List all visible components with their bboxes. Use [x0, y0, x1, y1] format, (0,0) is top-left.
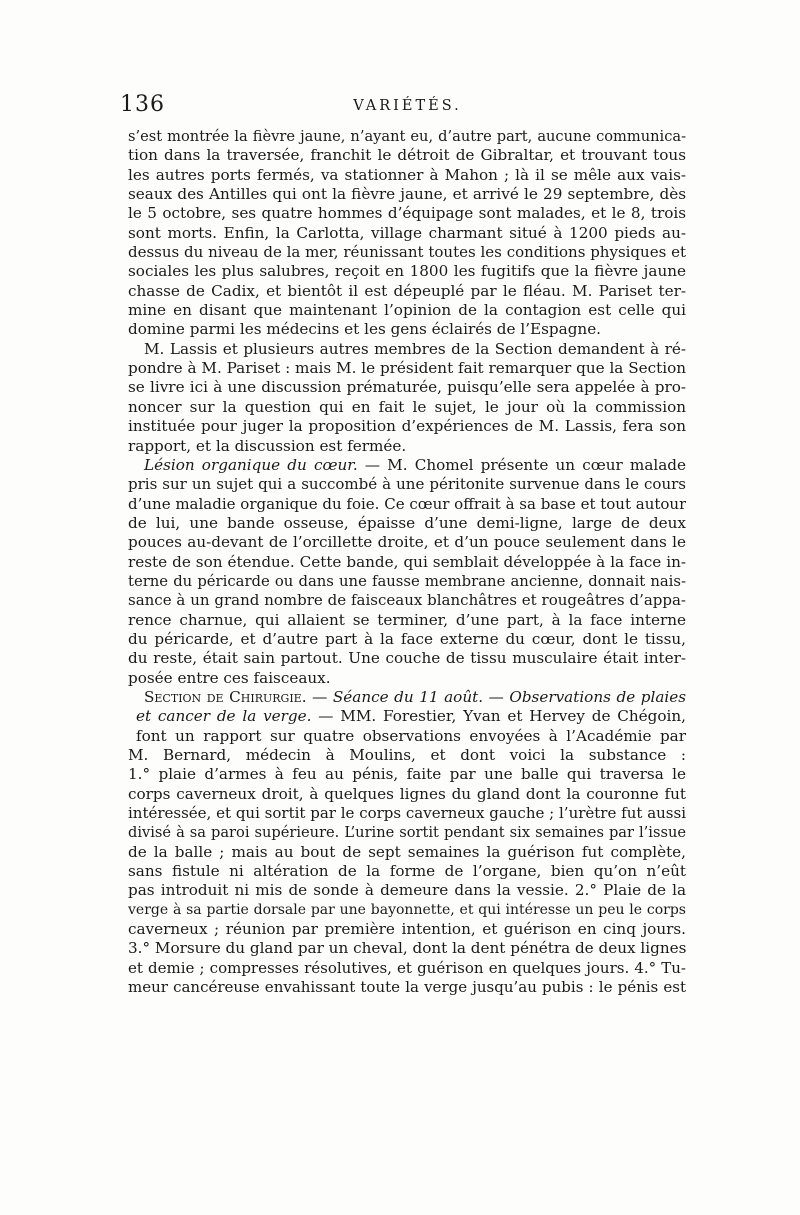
text-line: chasse de Cadix, et bientôt il est dépeuplé par le fléau. M. Pariset ter- [128, 281, 686, 300]
article-lead-text: — M. Chomel présente un cœur malade [357, 455, 686, 474]
text-line: rence charnue, qui allaient se terminer, d’une part, à la face interne [128, 610, 686, 629]
text-line: mine en disant que maintenant l’opinion de la contagion est celle qui [128, 301, 686, 320]
paragraph-lassis-reply [128, 340, 686, 456]
text-line: sont morts. Enfin, la Carlotta, village charmant situé à 1200 pieds au- [128, 223, 686, 242]
text-line: rapport, et la discussion est fermée. [128, 436, 407, 455]
dash-separator: — [306, 687, 333, 706]
text-line: domine parmi les médecins et les gens éclairés de l’Espagne. [128, 320, 602, 339]
text-line: font un rapport sur quatre observations envoyées à l’Académie par [136, 726, 686, 745]
article-title-cont: et cancer de la verge. [136, 707, 312, 726]
text-line: dessus du niveau de la mer, réunissant toutes les conditions physiques et [128, 243, 686, 262]
text-line: M. Bernard, médecin à Moulins, et dont voici la substance : [128, 746, 686, 764]
text-line: du péricarde, et d’autre part à la face externe du cœur, dont le tissu, [128, 629, 686, 648]
text-line: pris sur un sujet qui a succombé à une péritonite survenue dans le cours [128, 475, 686, 494]
dash-separator: — [483, 687, 510, 706]
text-line: pondre à M. Pariset : mais M. le président fait remarquer que la Section [128, 359, 686, 378]
text-line: tion dans la traversée, franchit le détroit de Gibraltar, et trouvant tous [128, 146, 686, 165]
paragraph-pariset-conclusion [128, 127, 686, 340]
text-line: verge à sa partie dorsale par une bayonnette, et qui intéresse un peu le corps [128, 901, 686, 918]
text-line [128, 688, 686, 707]
text-line: du reste, était sain partout. Une couche de tissu musculaire était inter- [128, 649, 686, 668]
page-header [120, 92, 695, 122]
article-lead-title: Lésion organique du cœur. [144, 455, 358, 474]
text-line: intéressée, et qui sortit par le corps caverneux gauche ; l’urètre fut aussi [128, 804, 686, 823]
text-line: reste de son étendue. Cette bande, qui semblait développée à la face in- [128, 552, 686, 571]
text-line: le 5 octobre, ses quatre hommes d’équipage sont malades, et le 8, trois [128, 204, 686, 223]
text-line: de la balle ; mais au bout de sept semaines la guérison fut complète, [128, 842, 686, 861]
section-heading: Section de Chirurgie. [144, 687, 307, 706]
running-head: VARIÉTÉS. [353, 98, 462, 114]
text-line: noncer sur la question qui en fait le sujet, le jour où la commission [128, 397, 686, 416]
body-text [128, 127, 686, 997]
text-line: terne du péricarde ou dans une fausse membrane ancienne, donnait nais- [128, 572, 686, 590]
text-line: M. Lassis et plusieurs autres membres de la Section demandent à ré- [144, 339, 686, 358]
text-line: corps caverneux droit, à quelques lignes du gland dont la couronne fut [128, 784, 686, 803]
text-line: posée entre ces faisceaux. [128, 668, 331, 687]
article-title: Observations de plaies [509, 687, 686, 706]
text-line: sance à un grand nombre de faisceaux blanchâtres et rougeâtres d’appa- [128, 591, 686, 610]
text-line: sociales les plus salubres, reçoit en 1800 les fugitifs que la fièvre jaune [128, 262, 686, 281]
text-line: de lui, une bande osseuse, épaisse d’une demi-ligne, large de deux [128, 513, 686, 532]
text-line: s’est montrée la fièvre jaune, n’ayant eu, d’autre part, aucune communica- [128, 128, 686, 145]
text-line: 3.° Morsure du gland par un cheval, dont la dent pénétra de deux lignes [128, 939, 686, 958]
text-line: se livre ici à une discussion prématurée, puisqu’elle sera appelée à pro- [128, 378, 686, 397]
text-line: caverneux ; réunion par première intention, et guérison en cinq jours. [128, 920, 686, 939]
paragraph-lesion-coeur [128, 456, 686, 688]
text-line: pouces au-devant de l’orcillette droite, et d’un pouce seulement dans le [128, 533, 686, 552]
text-line [128, 456, 686, 475]
text-line: d’une maladie organique du foie. Ce cœur offrait à sa base et tout autour [128, 494, 686, 513]
text-line: divisé à sa paroi supérieure. L’urine sortit pendant six semaines par l’issue [128, 824, 686, 842]
text-line [128, 707, 686, 726]
article-lead-text: — MM. Forestier, Yvan et Hervey de Chégoin, [311, 707, 686, 726]
text-line: pas introduit ni mis de sonde à demeure dans la vessie. 2.° Plaie de la [128, 881, 686, 900]
text-line: et demie ; compresses résolutives, et guérison en quelques jours. 4.° Tu- [128, 958, 686, 977]
text-line: seaux des Antilles qui ont la fièvre jaune, et arrivé le 29 septembre, dès [128, 185, 686, 204]
text-line: les autres ports fermés, va stationner à Mahon ; là il se mêle aux vais- [128, 165, 686, 184]
text-line: meur cancéreuse envahissant toute la verge jusqu’au pubis : le pénis est [128, 978, 686, 997]
text-line: sans fistule ni altération de la forme de l’organe, bien qu’on n’eût [128, 862, 686, 881]
text-line: 1.° plaie d’armes à feu au pénis, faite par une balle qui traversa le [128, 765, 686, 784]
paragraph-section-chirurgie [128, 688, 686, 998]
text-line: instituée pour juger la proposition d’expériences de M. Lassis, fera son [128, 417, 686, 436]
page-number: 136 [120, 92, 165, 117]
session-date: Séance du 11 août. [332, 687, 484, 706]
